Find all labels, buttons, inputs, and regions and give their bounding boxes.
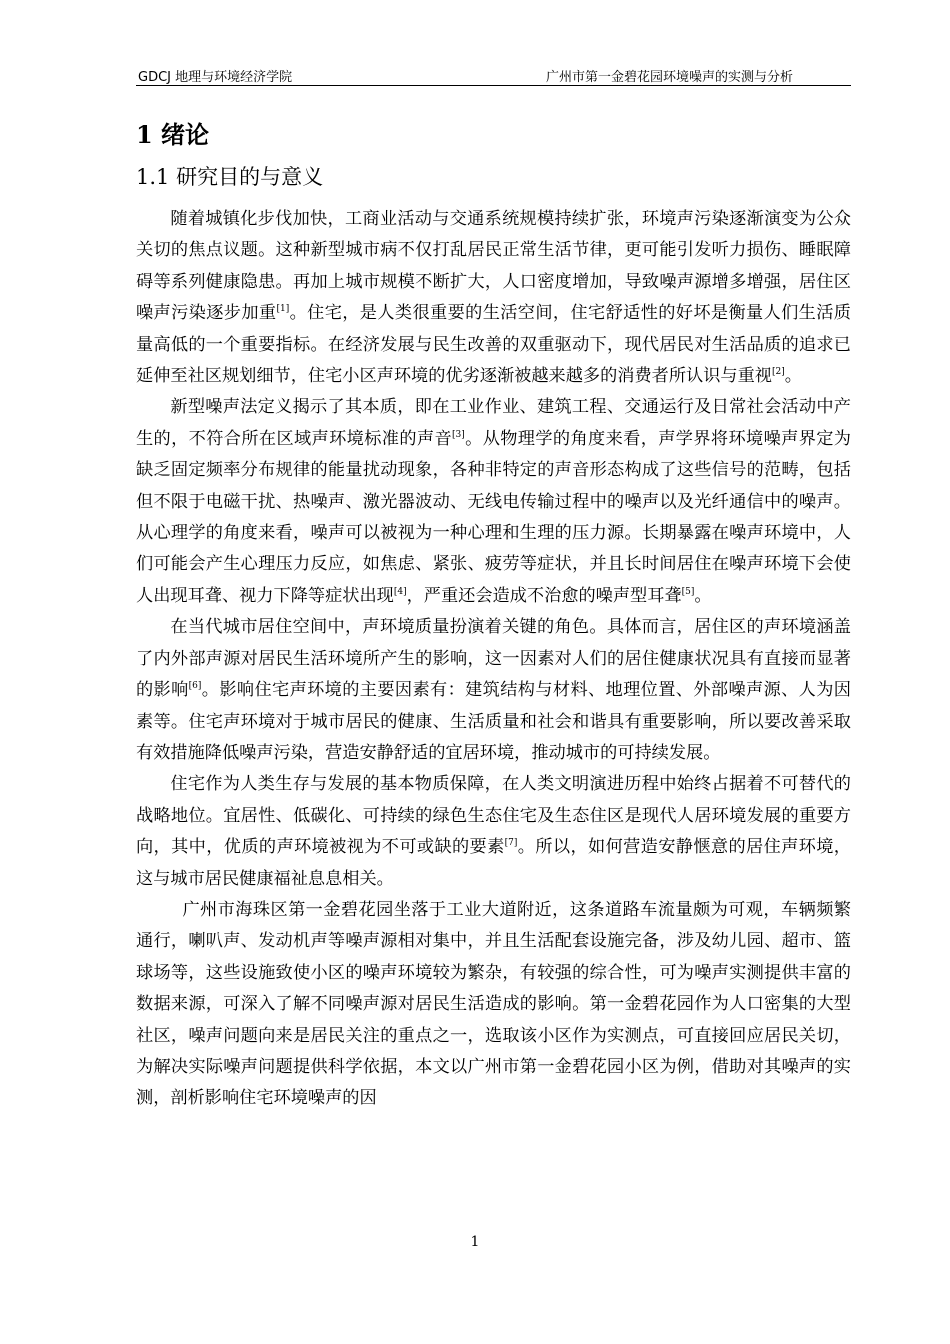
citation: [1] [276,304,290,315]
citation: [2] [771,367,785,378]
paragraph: 在当代城市居住空间中，声环境质量扮演着关键的角色。具体而言，居住区的声环境涵盖了内外部声源对居民生活环境所产生的影响，这一因素对人们的居住健康状况具有直接而显著的影响[6]。影响住宅声环境的主要因素有：建筑结构与材料、地理位置、外部噪声源、人为因素等。住宅声环境对于城市居民的健康、生活质量和社会和谐具有重要影响，所以要改善采取有效措施降低噪声污染，营造安静舒适的宜居环境，推动城市的可持续发展。 [136,617,851,763]
citation: [4] [393,586,407,597]
chapter-title: 1 绪论 [136,120,210,149]
citation: [5] [681,586,695,597]
citation: [3] [452,429,465,440]
header-thesis-title: 广州市第一金碧花园环境噪声的实测与分析 [545,70,793,85]
header-school: GDCJ 地理与环境经济学院 [138,70,293,85]
page-header [136,63,851,86]
paragraph: 新型噪声法定义揭示了其本质，即在工业作业、建筑工程、交通运行及日常社会活动中产生的，不符合所在区域声环境标准的声音[3]。从物理学的角度来看，声学界将环境噪声界定为缺乏固定频率分布规律的能量扰动现象，各种非特定的声音形态构成了这些信号的范畴，包括但不限于电磁干扰、热噪声、激光器波动、无线电传输过程中的噪声以及光纤通信中的噪声。从心理学的角度来看，噪声可以被视为一种心理和生理的压力源。长期暴露在噪声环境中，人们可能会产生心理压力反应，如焦虑、紧张、疲劳等症状，并且长时间居住在噪声环境下会使人出现耳聋、视力下降等症状出现[4]，严重还会造成不治愈的噪声型耳聋[5]。 [136,397,851,606]
section-title: 1.1 研究目的与意义 [136,165,324,189]
page-number: 1 [470,1234,480,1250]
paragraph: 随着城镇化步伐加快，工商业活动与交通系统规模持续扩张，环境声污染逐渐演变为公众关切的焦点议题。这种新型城市病不仅打乱居民正常生活节律，更可能引发听力损伤、睡眠障碍等系列健康隐患。再加上城市规模不断扩大，人口密度增加，导致噪声源增多增强，居住区噪声污染逐步加重[1]。住宅，是人类很重要的生活空间，住宅舒适性的好坏是衡量人们生活质量高低的一个重要指标。在经济发展与民生改善的双重驱动下，现代居民对生活品质的追求已延伸至社区规划细节，住宅小区声环境的优劣逐渐被越来越多的消费者所认识与重视[2]。 [136,209,851,387]
citation: [6] [188,681,202,692]
citation: [7] [504,838,518,849]
body-text [136,204,851,1115]
paragraph: 广州市海珠区第一金碧花园坐落于工业大道附近，这条道路车流量颇为可观，车辆频繁通行，喇叭声、发动机声等噪声源相对集中，并且生活配套设施完备，涉及幼儿园、超市、篮球场等，这些设施致使小区的噪声环境较为繁杂，有较强的综合性，可为噪声实测提供丰富的数据来源，可深入了解不同噪声源对居民生活造成的影响。第一金碧花园作为人口密集的大型社区，噪声问题向来是居民关注的重点之一，选取该小区作为实测点，可直接回应居民关切，为解决实际噪声问题提供科学依据，本文以广州市第一金碧花园小区为例，借助对其噪声的实测，剖析影响住宅环境噪声的因 [136,899,851,1109]
paragraph: 住宅作为人类生存与发展的基本物质保障，在人类文明演进历程中始终占据着不可替代的战略地位。宜居性、低碳化、可持续的绿色生态住宅及生态住区是现代人居环境发展的重要方向，其中，优质的声环境被视为不可或缺的要素[7]。所以，如何营造安静惬意的居住声环境，这与城市居民健康福祉息息相关。 [136,774,851,889]
